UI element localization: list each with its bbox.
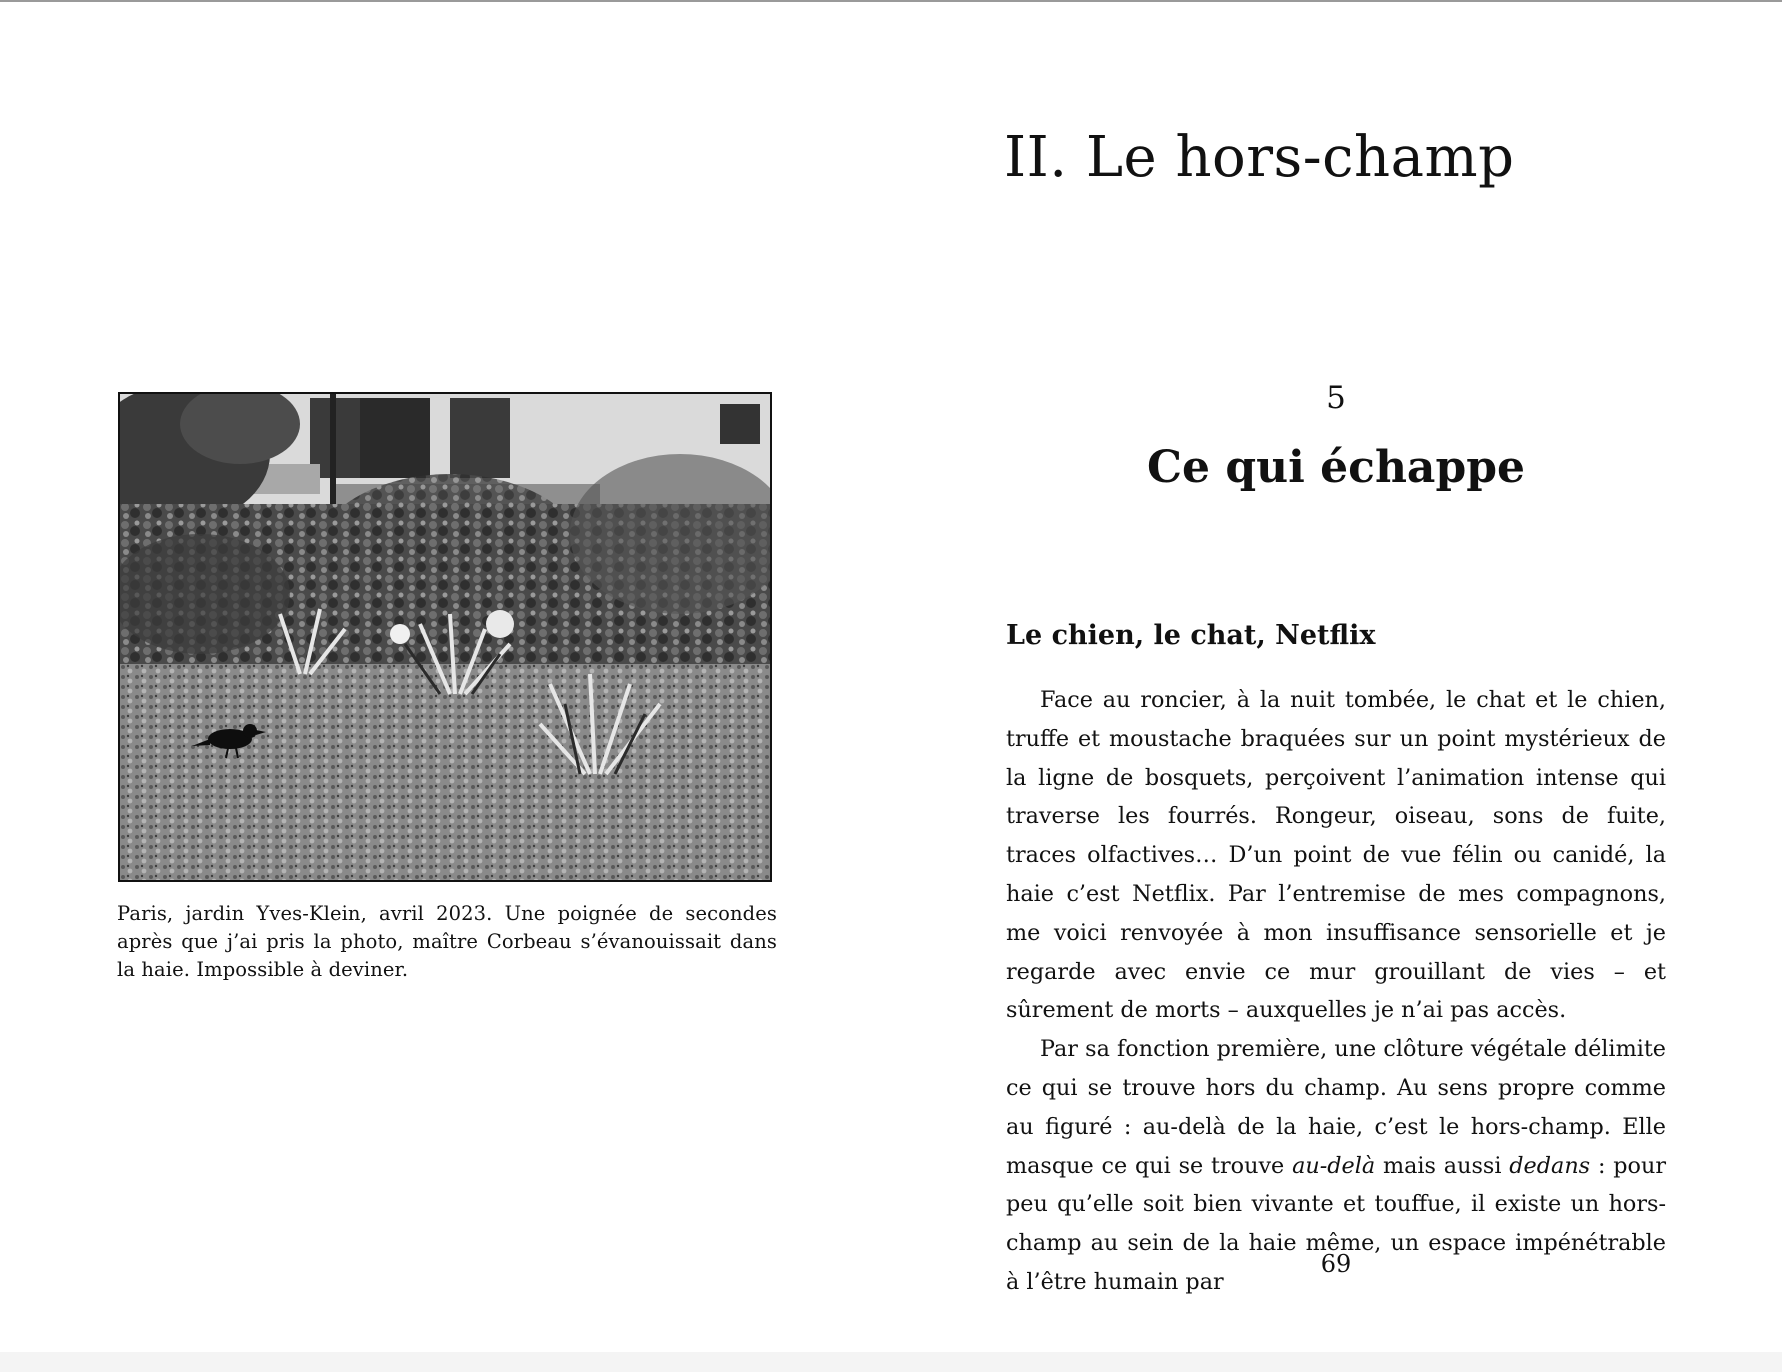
garden-photo — [118, 392, 772, 882]
paragraph — [1006, 681, 1666, 1030]
emphasis-text: dedans — [1509, 1152, 1591, 1179]
body-text — [1006, 681, 1666, 1302]
chapter-number: 5 — [1326, 380, 1346, 416]
paragraph-text: : pour peu qu’elle soit bien vivante et touffue, il existe un hors-champ au sein de la haie même, un espace impénétrable à l’être humain par — [1006, 1152, 1666, 1295]
paragraph-text: Par sa fonction première, une clôture végétale délimite ce qui se trouve hors du champ. Au sens propre comme au figuré : au-delà de la haie, c’est le hors-champ. Elle masque ce qui se trouve — [1006, 1036, 1666, 1179]
emphasis-text: au-delà — [1292, 1152, 1376, 1179]
page-number: 69 — [1320, 1250, 1352, 1278]
figure-caption: Paris, jardin Yves-Klein, avril 2023. Une poignée de secondes après que j’ai pris la photo, maître Corbeau s’évanouissait dans la haie. Impossible à deviner. — [117, 902, 777, 981]
bottom-band — [0, 1352, 1782, 1372]
top-rule — [0, 0, 1782, 2]
part-title: II. Le hors-champ — [1004, 125, 1515, 190]
chapter-title: Ce qui échappe — [1147, 442, 1525, 493]
paragraph-text: mais aussi — [1375, 1152, 1510, 1179]
garden-photo-illustration — [120, 394, 770, 880]
paragraph-text: Face au roncier, à la nuit tombée, le chat et le chien, truffe et moustache braquées sur un point mystérieux de la ligne de bosquets, perçoivent l’animation intense qui traverse les fourrés. Rongeur, oiseau, sons de fuite, traces olfactives… D’un point de vue félin ou canidé, la haie c’est Netflix. Par l’entremise de mes compagnons, me voici renvoyée à mon insuffisance sensorielle et je regarde avec envie ce mur grouillant de vies – et sûrement de morts – auxquelles je n’ai pas accès. — [1006, 687, 1666, 1024]
section-title: Le chien, le chat, Netflix — [1006, 620, 1376, 651]
